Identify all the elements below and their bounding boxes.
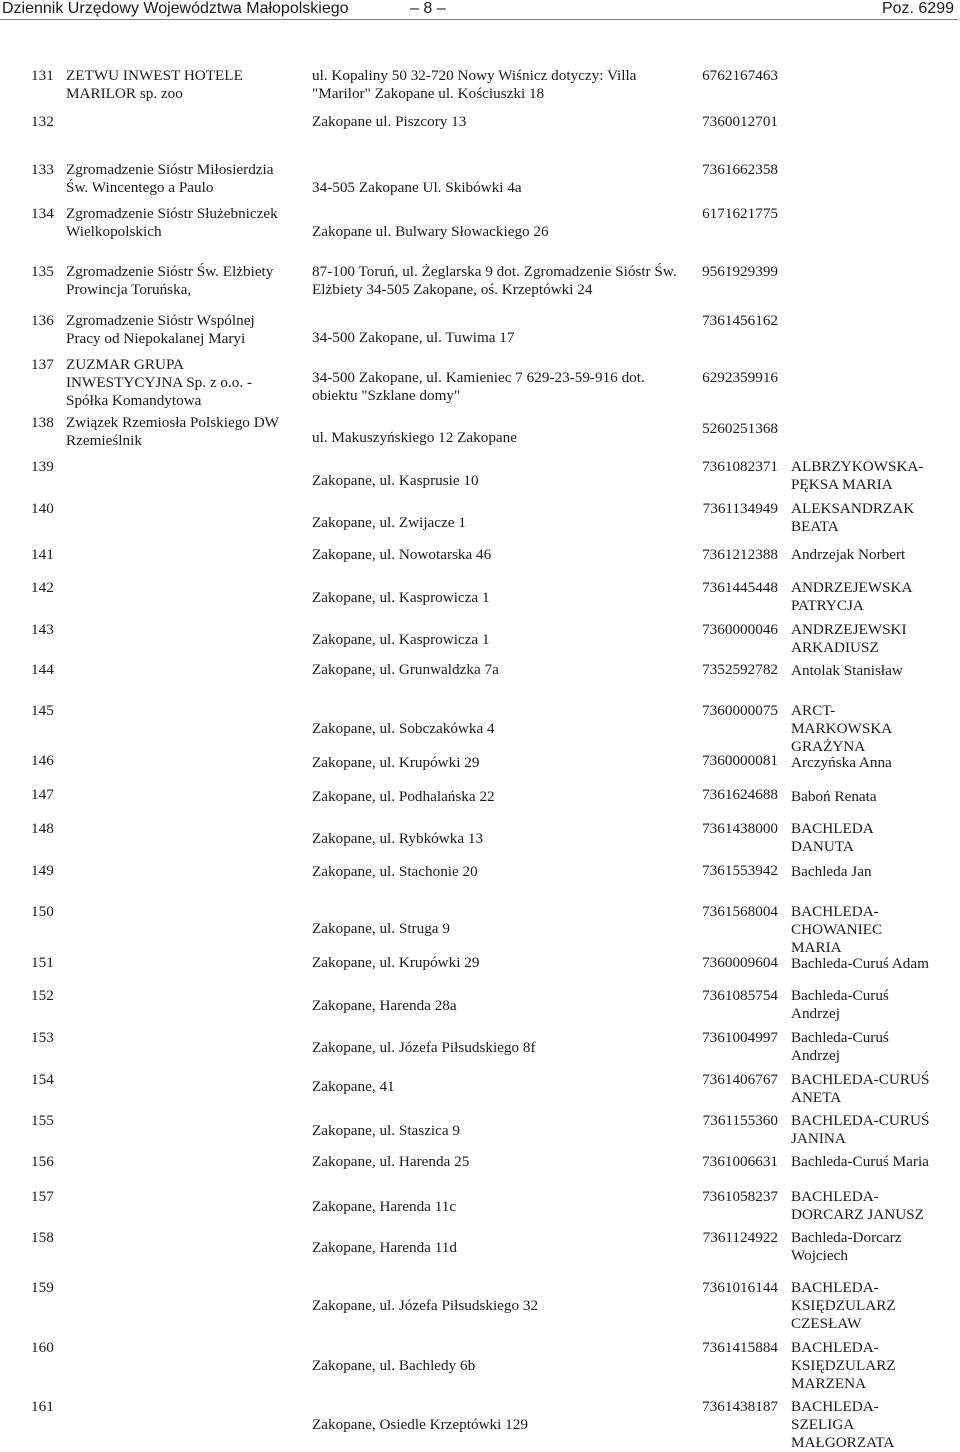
entry-number: 148 bbox=[31, 820, 54, 837]
entry-number: 154 bbox=[31, 1071, 54, 1088]
position-number: Poz. 6299 bbox=[881, 0, 954, 17]
tax-number: 7361456162 bbox=[702, 312, 778, 329]
entry-number: 147 bbox=[31, 786, 54, 803]
tax-number: 7361624688 bbox=[702, 786, 778, 803]
entity-address: 87-100 Toruń, ul. Żeglarska 9 dot. Zgromadzenie Sióstr Św. Elżbiety 34-505 Zakopane, oś. Krzeptówki 24 bbox=[312, 263, 677, 298]
entity-address: Zakopane, ul. Struga 9 bbox=[312, 920, 450, 937]
tax-number: 7361016144 bbox=[702, 1279, 778, 1296]
owner-name: Bachleda-Curuś Andrzej bbox=[791, 987, 889, 1022]
owner-name: ANDRZEJEWSKI ARKADIUSZ bbox=[791, 621, 907, 656]
entity-name: Zgromadzenie Sióstr Miłosierdzia Św. Wincentego a Paulo bbox=[66, 161, 274, 196]
entity-address: Zakopane, ul. Bachledy 6b bbox=[312, 1357, 476, 1374]
tax-number: 7352592782 bbox=[702, 661, 778, 678]
entity-address: Zakopane, ul. Rybkówka 13 bbox=[312, 830, 484, 847]
entry-number: 140 bbox=[31, 500, 54, 517]
tax-number: 9561929399 bbox=[702, 263, 778, 280]
journal-title: Dziennik Urzędowy Województwa Małopolskiego bbox=[2, 0, 349, 17]
entity-address: Zakopane, ul. Nowotarska 46 bbox=[312, 546, 492, 563]
entry-number: 136 bbox=[31, 312, 54, 329]
entry-number: 157 bbox=[31, 1188, 54, 1205]
tax-number: 7361212388 bbox=[702, 546, 778, 563]
owner-name: Bachleda-Dorcarz Wojciech bbox=[791, 1229, 902, 1264]
owner-name: BACHLEDA-CURUŚ JANINA bbox=[791, 1112, 930, 1147]
tax-number: 7361438000 bbox=[702, 820, 778, 837]
tax-number: 7361445448 bbox=[702, 579, 778, 596]
tax-number: 5260251368 bbox=[702, 420, 778, 437]
entry-number: 158 bbox=[31, 1229, 54, 1246]
tax-number: 7360000081 bbox=[702, 752, 778, 769]
entity-address: Zakopane, ul. Staszica 9 bbox=[312, 1122, 461, 1139]
owner-name: Arczyńska Anna bbox=[791, 754, 892, 771]
entity-address: Zakopane, ul. Sobczakówka 4 bbox=[312, 720, 495, 737]
tax-number: 7361124922 bbox=[702, 1229, 778, 1246]
entity-address: Zakopane, ul. Kasprowicza 1 bbox=[312, 631, 490, 648]
owner-name: BACHLEDA-CURUŚ ANETA bbox=[791, 1071, 930, 1106]
entity-address: Zakopane, ul. Zwijacze 1 bbox=[312, 514, 466, 531]
tax-number: 7361662358 bbox=[702, 161, 778, 178]
tax-number: 6292359916 bbox=[702, 369, 778, 386]
owner-name: ANDRZEJEWSKA PATRYCJA bbox=[791, 579, 913, 614]
entity-name: ZETWU INWEST HOTELE MARILOR sp. zoo bbox=[66, 67, 243, 102]
entity-address: Zakopane, ul. Grunwaldzka 7a bbox=[312, 661, 499, 678]
entry-number: 135 bbox=[31, 263, 54, 280]
entity-name: Zgromadzenie Sióstr Św. Elżbiety Prowincja Toruńska, bbox=[66, 263, 274, 298]
entity-address: 34-500 Zakopane, ul. Tuwima 17 bbox=[312, 329, 515, 346]
entity-address: ul. Kopaliny 50 32-720 Nowy Wiśnicz dotyczy: Villa "Marilor" Zakopane ul. Kościuszki 18 bbox=[312, 67, 637, 102]
entity-address: Zakopane, Harenda 11d bbox=[312, 1239, 457, 1256]
owner-name: Baboń Renata bbox=[791, 788, 877, 805]
entry-number: 134 bbox=[31, 205, 54, 222]
entry-number: 159 bbox=[31, 1279, 54, 1296]
tax-number: 7361006631 bbox=[702, 1153, 778, 1170]
tax-number: 7360000046 bbox=[702, 621, 778, 638]
owner-name: Bachleda-Curuś Adam bbox=[791, 955, 929, 972]
tax-number: 7360000075 bbox=[702, 702, 778, 719]
entry-number: 161 bbox=[31, 1398, 54, 1415]
entry-number: 152 bbox=[31, 987, 54, 1004]
owner-name: Bachleda-Curuś Maria bbox=[791, 1153, 929, 1170]
entity-address: Zakopane, ul. Harenda 25 bbox=[312, 1153, 470, 1170]
tax-number: 6171621775 bbox=[702, 205, 778, 222]
entity-address: Zakopane, ul. Krupówki 29 bbox=[312, 754, 480, 771]
entry-number: 133 bbox=[31, 161, 54, 178]
tax-number: 7361082371 bbox=[702, 458, 778, 475]
entity-address: Zakopane, 41 bbox=[312, 1078, 395, 1095]
tax-number: 7361553942 bbox=[702, 862, 778, 879]
tax-number: 7361004997 bbox=[702, 1029, 778, 1046]
tax-number: 7361134949 bbox=[702, 500, 778, 517]
entity-address: 34-500 Zakopane, ul. Kamieniec 7 629-23-59-916 dot. obiektu "Szklane domy" bbox=[312, 369, 645, 404]
entry-number: 142 bbox=[31, 579, 54, 596]
entity-address: 34-505 Zakopane Ul. Skibówki 4a bbox=[312, 179, 522, 196]
owner-name: Bachleda Jan bbox=[791, 863, 872, 880]
owner-name: Antolak Stanisław bbox=[791, 662, 903, 679]
entry-number: 143 bbox=[31, 621, 54, 638]
entry-number: 145 bbox=[31, 702, 54, 719]
entry-number: 132 bbox=[31, 113, 54, 130]
owner-name: Bachleda-Curuś Andrzej bbox=[791, 1029, 889, 1064]
entry-number: 141 bbox=[31, 546, 54, 563]
tax-number: 7361058237 bbox=[702, 1188, 778, 1205]
entry-number: 146 bbox=[31, 752, 54, 769]
page-number: – 8 – bbox=[410, 0, 446, 17]
entry-number: 137 bbox=[31, 356, 54, 373]
entry-number: 149 bbox=[31, 862, 54, 879]
entity-address: Zakopane, ul. Józefa Piłsudskiego 8f bbox=[312, 1039, 536, 1056]
tax-number: 6762167463 bbox=[702, 67, 778, 84]
entity-address: Zakopane, ul. Józefa Piłsudskiego 32 bbox=[312, 1297, 539, 1314]
tax-number: 7361438187 bbox=[702, 1398, 778, 1415]
entity-address: Zakopane ul. Bulwary Słowackiego 26 bbox=[312, 223, 549, 240]
entry-number: 153 bbox=[31, 1029, 54, 1046]
entity-address: Zakopane, ul. Stachonie 20 bbox=[312, 863, 478, 880]
tax-number: 7360009604 bbox=[702, 954, 778, 971]
entity-address: Zakopane, ul. Kasprowicza 1 bbox=[312, 589, 490, 606]
owner-name: BACHLEDA DANUTA bbox=[791, 820, 874, 855]
entry-number: 131 bbox=[31, 67, 54, 84]
owner-name: BACHLEDA- CHOWANIEC MARIA bbox=[791, 903, 883, 956]
entity-name: Zgromadzenie Sióstr Służebniczek Wielkopolskich bbox=[66, 205, 278, 240]
owner-name: ALBRZYKOWSKA- PĘKSA MARIA bbox=[791, 458, 924, 493]
owner-name: BACHLEDA- SZELIGA MAŁGORZATA bbox=[791, 1398, 895, 1451]
tax-number: 7361415884 bbox=[702, 1339, 778, 1356]
owner-name: ARCT- MARKOWSKA GRAŻYNA bbox=[791, 702, 893, 755]
entity-address: Zakopane, ul. Krupówki 29 bbox=[312, 954, 480, 971]
entity-name: ZUZMAR GRUPA INWESTYCYJNA Sp. z o.o. - Spółka Komandytowa bbox=[66, 356, 253, 409]
entry-number: 151 bbox=[31, 954, 54, 971]
owner-name: Andrzejak Norbert bbox=[791, 546, 906, 563]
entity-address: Zakopane, Harenda 28a bbox=[312, 997, 457, 1014]
entity-address: Zakopane, ul. Podhalańska 22 bbox=[312, 788, 495, 805]
owner-name: ALEKSANDRZAK BEATA bbox=[791, 500, 915, 535]
owner-name: BACHLEDA- KSIĘDZULARZ MARZENA bbox=[791, 1339, 896, 1392]
tax-number: 7360012701 bbox=[702, 113, 778, 130]
entry-number: 156 bbox=[31, 1153, 54, 1170]
entity-address: Zakopane, Harenda 11c bbox=[312, 1198, 457, 1215]
owner-name: BACHLEDA- KSIĘDZULARZ CZESŁAW bbox=[791, 1279, 896, 1332]
entry-number: 139 bbox=[31, 458, 54, 475]
entry-number: 144 bbox=[31, 661, 54, 678]
entity-name: Zgromadzenie Sióstr Wspólnej Pracy od Niepokalanej Maryi bbox=[66, 312, 255, 347]
entity-name: Związek Rzemiosła Polskiego DW Rzemieślnik bbox=[66, 414, 279, 449]
owner-name: BACHLEDA- DORCARZ JANUSZ bbox=[791, 1188, 924, 1223]
entry-number: 150 bbox=[31, 903, 54, 920]
entity-address: Zakopane, ul. Kasprusie 10 bbox=[312, 472, 479, 489]
tax-number: 7361568004 bbox=[702, 903, 778, 920]
entity-address: ul. Makuszyńskiego 12 Zakopane bbox=[312, 429, 517, 446]
entity-address: Zakopane ul. Piszcory 13 bbox=[312, 113, 467, 130]
entity-address: Zakopane, Osiedle Krzeptówki 129 bbox=[312, 1416, 528, 1433]
entry-number: 138 bbox=[31, 414, 54, 431]
tax-number: 7361155360 bbox=[702, 1112, 778, 1129]
entry-number: 155 bbox=[31, 1112, 54, 1129]
tax-number: 7361406767 bbox=[702, 1071, 778, 1088]
tax-number: 7361085754 bbox=[702, 987, 778, 1004]
entry-number: 160 bbox=[31, 1339, 54, 1356]
